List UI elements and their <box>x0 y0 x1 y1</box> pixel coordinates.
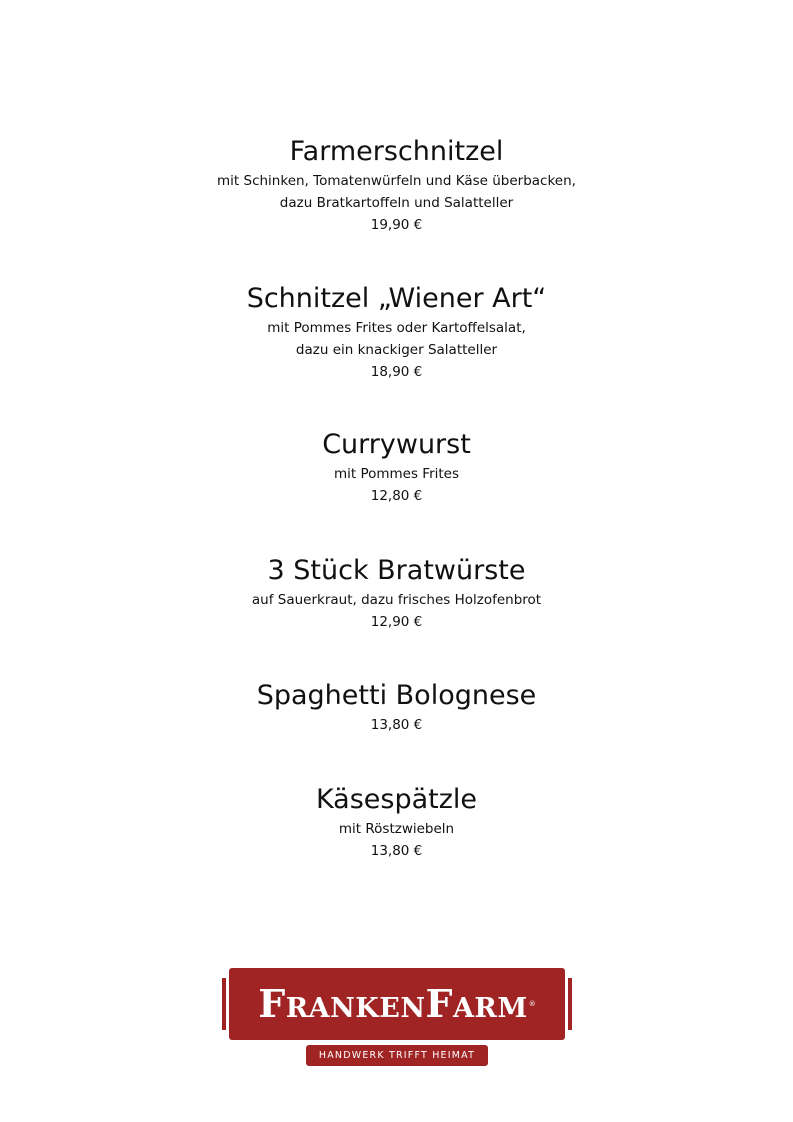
logo-side-bar-right <box>568 978 572 1030</box>
dish-description-line: mit Röstzwiebeln <box>338 821 455 837</box>
logo-side-bar-left <box>222 978 226 1030</box>
menu-item-farmerschnitzel <box>0 136 793 236</box>
menu-item-schnitzel-wiener-art <box>0 283 793 383</box>
dish-price: 12,80 € <box>370 488 423 504</box>
dish-description-line: mit Schinken, Tomatenwürfeln und Käse überbacken, <box>217 173 576 189</box>
dish-price: 13,80 € <box>370 717 423 733</box>
dish-price: 19,90 € <box>370 217 423 233</box>
dish-description-line: dazu ein knackiger Salatteller <box>295 342 498 358</box>
dish-description-line: auf Sauerkraut, dazu frisches Holzofenbrot <box>251 592 542 608</box>
dish-title: Spaghetti Bolognese <box>256 680 537 711</box>
dish-description-line: mit Pommes Frites <box>333 466 460 482</box>
dish-title: Farmerschnitzel <box>289 136 504 167</box>
dish-title: Käsespätzle <box>315 784 478 815</box>
dish-price: 18,90 € <box>370 364 423 380</box>
frankenfarm-logo <box>222 968 572 1070</box>
logo-tagline: HANDWERK TRIFFT HEIMAT <box>306 1045 488 1066</box>
dish-title: Schnitzel „Wiener Art“ <box>246 283 547 314</box>
dish-title: 3 Stück Bratwürste <box>267 555 526 586</box>
menu-item-kaesespaetzle <box>0 784 793 862</box>
menu-item-bratwuerste <box>0 555 793 633</box>
logo-banner <box>229 968 565 1040</box>
dish-price: 12,90 € <box>370 614 423 630</box>
menu-item-spaghetti-bolognese <box>0 680 793 736</box>
menu-item-currywurst <box>0 429 793 507</box>
logo-wordmark: FrankenFarm <box>258 981 528 1026</box>
dish-price: 13,80 € <box>370 843 423 859</box>
logo-registered-mark: ® <box>528 1000 536 1008</box>
dish-description-line: mit Pommes Frites oder Kartoffelsalat, <box>267 320 526 336</box>
dish-description-line: dazu Bratkartoffeln und Salatteller <box>279 195 514 211</box>
dish-title: Currywurst <box>322 429 471 460</box>
